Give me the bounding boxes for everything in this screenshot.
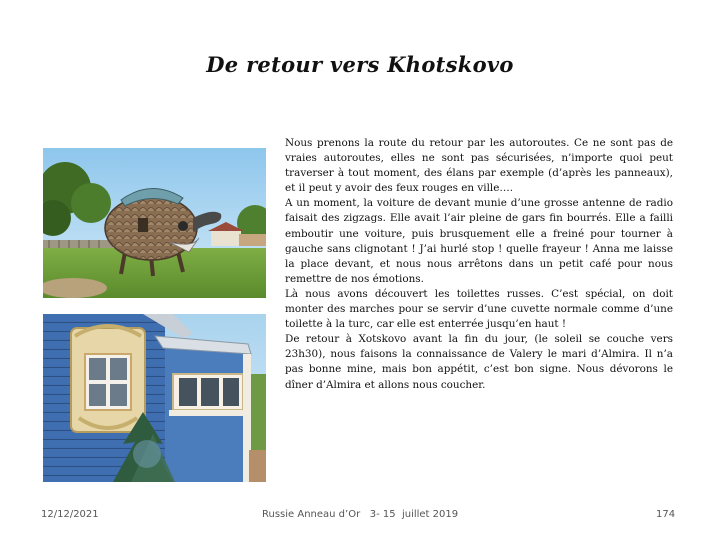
paragraph-1: Nous prenons la route du retour par les autoroutes. Ce ne sont pas de vraies autoroutes, elles ne sont pas sécurisées, n’importe quoi peut traverser à tout moment, des élans par exemple (d’après les panneaux), et il peut y avoir des feux rouges en ville…. [285,137,673,195]
footer-date: 12/12/2021 [41,509,99,520]
slide-title: De retour vers Khotskovo [206,52,514,77]
paragraph-2: A un moment, la voiture de devant munie d’une grosse antenne de radio faisait des zigzags. Elle avait l’air pleine de gars fin bourrés. Elle a failli emboutir une voiture, puis brusquement elle a freiné pour tourner à gauche sans clignotant ! J’ai hurlé stop ! quelle frayeur ! Anna me laisse la place devant, et nous nous arrêtons dans un petit café pour nous remettre de nos émotions. [285,197,673,285]
page-number: 174 [656,509,676,520]
paragraph-3: Là nous avons découvert les toilettes russes. C’est spécial, on doit monter des marches pour se servir d’une cuvette normale comme d’une toilette à la turc, car elle est enterrée jusqu’en haut ! [285,287,673,331]
fish-shaped-wooden-house-photo [43,148,266,298]
paragraph-4: De retour à Xotskovo avant la fin du jour, (le soleil se couche vers 23h30), nous faisons la connaissance de Valery le mari d’Almira. Il n’a pas bonne mine, mais bon appétit, c’est bon signe. Nous dévorons le dîner d’Almira et allons nous coucher. [285,333,673,391]
body-text [285,136,673,393]
blue-wooden-house-photo [43,314,266,482]
footer-center-text: Russie Anneau d’Or 3- 15 juillet 2019 [262,509,459,520]
